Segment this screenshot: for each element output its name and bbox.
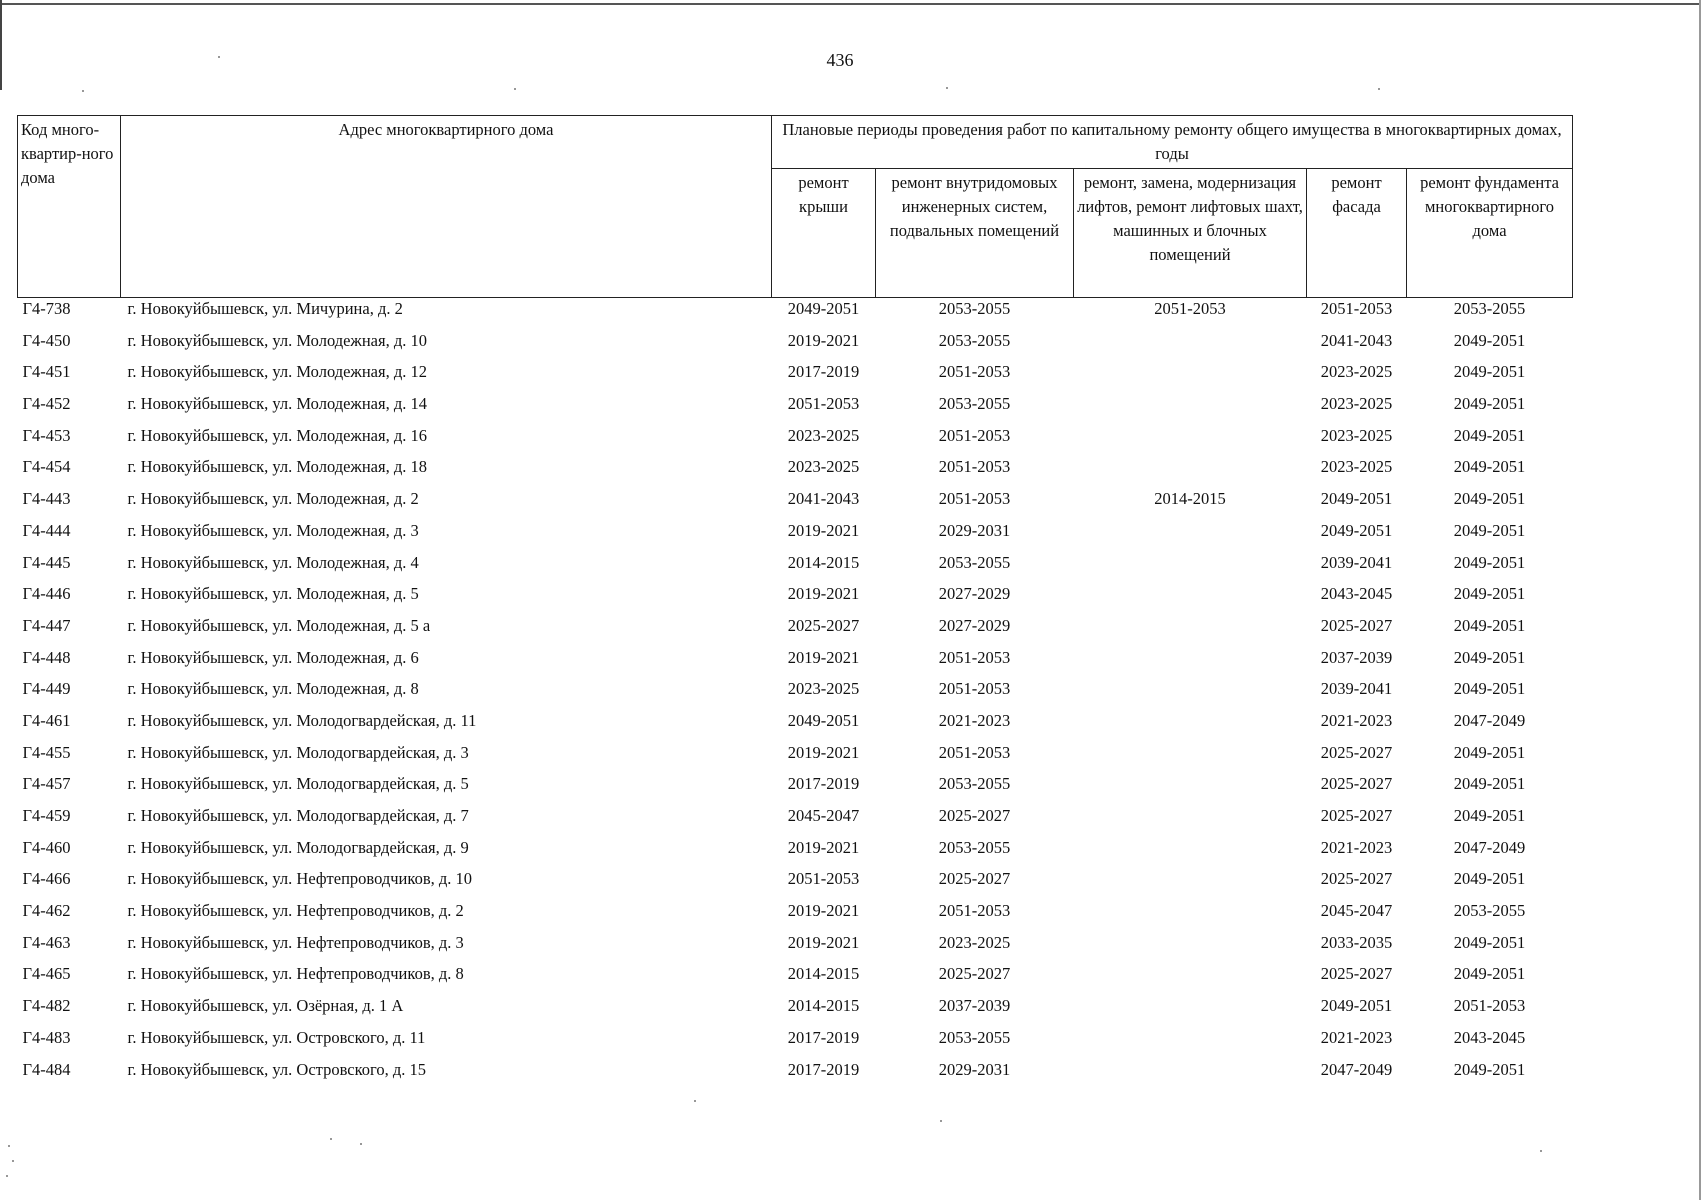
cell-foundation: 2049-2051 [1453, 489, 1526, 509]
cell-foundation: 2049-2051 [1453, 742, 1526, 762]
cell-lift [1074, 552, 1307, 584]
scan-speck [12, 1160, 14, 1162]
table-row [18, 488, 1573, 520]
cell-code: Г4-738 [22, 299, 71, 318]
header-address: Адрес многоквартирного дома [121, 116, 772, 298]
table-row [18, 298, 1573, 330]
cell-address: г. Новокуйбышевск, ул. Молодогвардейская, д. 3 [127, 742, 469, 762]
cell-facade: 2025-2027 [1320, 869, 1393, 889]
cell-foundation: 2049-2051 [1453, 774, 1526, 794]
scan-speck [694, 1100, 696, 1102]
cell-foundation: 2053-2055 [1453, 901, 1526, 921]
cell-code: Г4-461 [22, 710, 71, 730]
cell-code: Г4-462 [22, 901, 71, 921]
header-foundation: ремонт фундамента многоквартирного дома [1407, 169, 1573, 298]
cell-engineering: 2029-2031 [938, 1059, 1011, 1079]
scan-speck [946, 87, 948, 89]
cell-roof: 2019-2021 [787, 742, 860, 762]
cell-lift [1074, 678, 1307, 710]
cell-address: г. Новокуйбышевск, ул. Островского, д. 15 [127, 1059, 427, 1079]
cell-engineering: 2051-2053 [938, 679, 1011, 699]
cell-facade: 2037-2039 [1320, 647, 1393, 667]
cell-lift [1074, 742, 1307, 774]
cell-engineering: 2053-2055 [938, 774, 1011, 794]
cell-engineering: 2025-2027 [938, 806, 1011, 825]
table-row [18, 393, 1573, 425]
cell-lift [1074, 425, 1307, 457]
cell-lift [1074, 1059, 1307, 1091]
cell-engineering: 2051-2053 [938, 647, 1011, 667]
cell-foundation: 2053-2055 [1453, 299, 1526, 318]
table-row [18, 552, 1573, 584]
table-row [18, 742, 1573, 774]
scan-speck [6, 1175, 8, 1177]
scan-border-top [0, 3, 1701, 5]
cell-address: г. Новокуйбышевск, ул. Нефтепроводчиков, д. 8 [127, 964, 464, 984]
cell-facade: 2025-2027 [1320, 615, 1393, 635]
cell-foundation: 2049-2051 [1453, 584, 1526, 604]
cell-code: Г4-457 [22, 774, 71, 794]
cell-foundation: 2049-2051 [1453, 1059, 1526, 1079]
header-periods-group: Плановые периоды проведения работ по капитальному ремонту общего имущества в многоквартирных домах, годы [772, 116, 1573, 169]
cell-foundation: 2049-2051 [1453, 806, 1526, 825]
cell-engineering: 2021-2023 [938, 710, 1011, 730]
cell-code: Г4-454 [22, 457, 71, 477]
cell-foundation: 2049-2051 [1453, 647, 1526, 667]
cell-lift [1074, 868, 1307, 900]
cell-roof: 2023-2025 [787, 425, 860, 445]
cell-foundation: 2047-2049 [1453, 837, 1526, 857]
cell-address: г. Новокуйбышевск, ул. Молодогвардейская, д. 9 [127, 837, 469, 857]
cell-facade: 2049-2051 [1320, 489, 1393, 509]
cell-code: Г4-466 [22, 869, 71, 889]
header-facade: ремонт фасада [1307, 169, 1407, 298]
cell-lift [1074, 963, 1307, 995]
table-row [18, 647, 1573, 679]
cell-lift [1074, 583, 1307, 615]
scan-speck [514, 88, 516, 90]
cell-facade: 2045-2047 [1320, 901, 1393, 921]
cell-lift [1074, 1027, 1307, 1059]
cell-code: Г4-447 [22, 615, 71, 635]
cell-address: г. Новокуйбышевск, ул. Молодежная, д. 10 [127, 330, 427, 350]
cell-lift [1074, 995, 1307, 1027]
cell-roof: 2045-2047 [787, 806, 860, 825]
header-roof: ремонт крыши [772, 169, 876, 298]
cell-engineering: 2051-2053 [938, 901, 1011, 921]
table-row [18, 710, 1573, 742]
cell-roof: 2051-2053 [787, 869, 860, 889]
table-row [18, 773, 1573, 805]
cell-engineering: 2051-2053 [938, 362, 1011, 382]
cell-address: г. Новокуйбышевск, ул. Молодежная, д. 14 [127, 394, 427, 414]
cell-foundation: 2049-2051 [1453, 362, 1526, 382]
cell-lift: 2051-2053 [1154, 299, 1226, 318]
cell-lift [1074, 615, 1307, 647]
cell-address: г. Новокуйбышевск, ул. Островского, д. 11 [127, 1027, 426, 1047]
cell-code: Г4-452 [22, 394, 71, 414]
cell-lift [1074, 520, 1307, 552]
cell-engineering: 2051-2053 [938, 425, 1011, 445]
cell-address: г. Новокуйбышевск, ул. Молодежная, д. 5 а [127, 615, 431, 635]
cell-roof: 2019-2021 [787, 330, 860, 350]
cell-foundation: 2049-2051 [1453, 932, 1526, 952]
cell-lift [1074, 837, 1307, 869]
cell-code: Г4-459 [22, 806, 71, 825]
cell-code: Г4-460 [22, 837, 71, 857]
cell-roof: 2017-2019 [787, 1027, 860, 1047]
cell-lift [1074, 900, 1307, 932]
cell-address: г. Новокуйбышевск, ул. Молодежная, д. 3 [127, 520, 419, 540]
cell-engineering: 2051-2053 [938, 457, 1011, 477]
cell-code: Г4-446 [22, 584, 71, 604]
cell-roof: 2017-2019 [787, 1059, 860, 1079]
cell-roof: 2019-2021 [787, 520, 860, 540]
cell-address: г. Новокуйбышевск, ул. Молодежная, д. 2 [127, 489, 419, 509]
cell-facade: 2021-2023 [1320, 837, 1393, 857]
table-row [18, 963, 1573, 995]
table-row [18, 583, 1573, 615]
cell-facade: 2047-2049 [1320, 1059, 1393, 1079]
cell-lift [1074, 805, 1307, 837]
cell-code: Г4-484 [22, 1059, 71, 1079]
cell-engineering: 2023-2025 [938, 932, 1011, 952]
cell-roof: 2019-2021 [787, 584, 860, 604]
header-engineering: ремонт внутридомовых инженерных систем, подвальных помещений [876, 169, 1074, 298]
cell-roof: 2025-2027 [787, 615, 860, 635]
table-row [18, 361, 1573, 393]
scan-speck [218, 56, 220, 58]
cell-lift [1074, 361, 1307, 393]
cell-engineering: 2051-2053 [938, 489, 1011, 509]
cell-code: Г4-482 [22, 996, 71, 1016]
capital-repair-table [17, 115, 1573, 1090]
cell-roof: 2014-2015 [787, 996, 860, 1016]
table-row [18, 837, 1573, 869]
cell-code: Г4-453 [22, 425, 71, 445]
cell-facade: 2023-2025 [1320, 362, 1393, 382]
cell-facade: 2039-2041 [1320, 679, 1393, 699]
cell-lift [1074, 773, 1307, 805]
cell-facade: 2043-2045 [1320, 584, 1393, 604]
cell-facade: 2025-2027 [1320, 964, 1393, 984]
cell-address: г. Новокуйбышевск, ул. Молодежная, д. 6 [127, 647, 419, 667]
scan-speck [82, 90, 84, 92]
cell-lift [1074, 710, 1307, 742]
table-row [18, 995, 1573, 1027]
cell-roof: 2017-2019 [787, 774, 860, 794]
cell-engineering: 2029-2031 [938, 520, 1011, 540]
cell-engineering: 2053-2055 [938, 394, 1011, 414]
cell-facade: 2025-2027 [1320, 806, 1393, 825]
cell-lift [1074, 932, 1307, 964]
cell-roof: 2014-2015 [787, 552, 860, 572]
cell-code: Г4-445 [22, 552, 71, 572]
cell-code: Г4-443 [22, 489, 71, 509]
cell-foundation: 2049-2051 [1453, 457, 1526, 477]
cell-engineering: 2053-2055 [938, 1027, 1011, 1047]
cell-facade: 2021-2023 [1320, 710, 1393, 730]
cell-engineering: 2025-2027 [938, 964, 1011, 984]
cell-address: г. Новокуйбышевск, ул. Молодежная, д. 5 [127, 584, 419, 604]
scan-speck [8, 1145, 10, 1147]
cell-address: г. Новокуйбышевск, ул. Молодогвардейская, д. 11 [127, 710, 477, 730]
table-row [18, 330, 1573, 362]
cell-lift [1074, 393, 1307, 425]
cell-facade: 2033-2035 [1320, 932, 1393, 952]
cell-roof: 2049-2051 [787, 710, 860, 730]
table-row [18, 805, 1573, 837]
cell-engineering: 2025-2027 [938, 869, 1011, 889]
table-row [18, 1027, 1573, 1059]
cell-lift [1074, 647, 1307, 679]
cell-facade: 2023-2025 [1320, 394, 1393, 414]
cell-facade: 2025-2027 [1320, 774, 1393, 794]
cell-address: г. Новокуйбышевск, ул. Нефтепроводчиков, д. 3 [127, 932, 464, 952]
cell-foundation: 2047-2049 [1453, 710, 1526, 730]
cell-foundation: 2049-2051 [1453, 552, 1526, 572]
cell-foundation: 2051-2053 [1453, 996, 1526, 1016]
table-body [18, 298, 1573, 1091]
cell-roof: 2049-2051 [787, 299, 860, 318]
cell-code: Г4-465 [22, 964, 71, 984]
cell-roof: 2051-2053 [787, 394, 860, 414]
cell-engineering: 2027-2029 [938, 584, 1011, 604]
cell-facade: 2051-2053 [1320, 299, 1393, 318]
scan-speck [1378, 88, 1380, 90]
table-row [18, 868, 1573, 900]
cell-address: г. Новокуйбышевск, ул. Молодежная, д. 8 [127, 679, 419, 699]
cell-facade: 2041-2043 [1320, 330, 1393, 350]
cell-engineering: 2053-2055 [938, 299, 1011, 318]
table-row [18, 615, 1573, 647]
cell-facade: 2023-2025 [1320, 425, 1393, 445]
cell-foundation: 2049-2051 [1453, 615, 1526, 635]
cell-engineering: 2027-2029 [938, 615, 1011, 635]
header-code: Код много-квартир-ного дома [18, 116, 121, 298]
cell-roof: 2019-2021 [787, 901, 860, 921]
table-row [18, 900, 1573, 932]
cell-foundation: 2049-2051 [1453, 964, 1526, 984]
cell-code: Г4-449 [22, 679, 71, 699]
cell-address: г. Новокуйбышевск, ул. Озёрная, д. 1 А [127, 996, 404, 1016]
table-row [18, 1059, 1573, 1091]
cell-facade: 2021-2023 [1320, 1027, 1393, 1047]
cell-foundation: 2049-2051 [1453, 520, 1526, 540]
cell-facade: 2023-2025 [1320, 457, 1393, 477]
table-row [18, 932, 1573, 964]
cell-code: Г4-444 [22, 520, 71, 540]
cell-facade: 2025-2027 [1320, 742, 1393, 762]
cell-address: г. Новокуйбышевск, ул. Молодогвардейская, д. 5 [127, 774, 469, 794]
cell-address: г. Новокуйбышевск, ул. Нефтепроводчиков, д. 2 [127, 901, 464, 921]
cell-address: г. Новокуйбышевск, ул. Молодежная, д. 16 [127, 425, 427, 445]
header-lift: ремонт, замена, модернизация лифтов, ремонт лифтовых шахт, машинных и блочных помещений [1074, 169, 1307, 298]
cell-foundation: 2049-2051 [1453, 425, 1526, 445]
cell-code: Г4-455 [22, 742, 71, 762]
cell-foundation: 2049-2051 [1453, 869, 1526, 889]
cell-foundation: 2049-2051 [1453, 679, 1526, 699]
table-row [18, 456, 1573, 488]
cell-address: г. Новокуйбышевск, ул. Молодежная, д. 12 [127, 362, 427, 382]
cell-facade: 2039-2041 [1320, 552, 1393, 572]
cell-code: Г4-483 [22, 1027, 71, 1047]
cell-foundation: 2049-2051 [1453, 394, 1526, 414]
cell-code: Г4-448 [22, 647, 71, 667]
cell-foundation: 2049-2051 [1453, 330, 1526, 350]
cell-address: г. Новокуйбышевск, ул. Молодогвардейская, д. 7 [127, 806, 469, 825]
cell-lift [1074, 330, 1307, 362]
cell-lift [1074, 456, 1307, 488]
scan-speck [330, 1138, 332, 1140]
cell-engineering: 2037-2039 [938, 996, 1011, 1016]
cell-code: Г4-451 [22, 362, 71, 382]
cell-address: г. Новокуйбышевск, ул. Молодежная, д. 18 [127, 457, 427, 477]
page-number: 436 [826, 50, 854, 70]
cell-roof: 2019-2021 [787, 932, 860, 952]
scan-border-left [0, 0, 2, 90]
cell-engineering: 2053-2055 [938, 837, 1011, 857]
cell-engineering: 2051-2053 [938, 742, 1011, 762]
cell-roof: 2019-2021 [787, 647, 860, 667]
cell-facade: 2049-2051 [1320, 996, 1393, 1016]
cell-engineering: 2053-2055 [938, 552, 1011, 572]
table-row [18, 520, 1573, 552]
scan-speck [940, 1120, 942, 1122]
cell-engineering: 2053-2055 [938, 330, 1011, 350]
cell-facade: 2049-2051 [1320, 520, 1393, 540]
cell-roof: 2023-2025 [787, 457, 860, 477]
scan-speck [360, 1143, 362, 1145]
cell-roof: 2019-2021 [787, 837, 860, 857]
cell-code: Г4-450 [22, 330, 71, 350]
cell-lift: 2014-2015 [1154, 489, 1226, 509]
table-row [18, 678, 1573, 710]
cell-foundation: 2043-2045 [1453, 1027, 1526, 1047]
scan-speck [1540, 1150, 1542, 1152]
cell-roof: 2017-2019 [787, 362, 860, 382]
cell-address: г. Новокуйбышевск, ул. Мичурина, д. 2 [127, 299, 403, 318]
cell-roof: 2041-2043 [787, 489, 860, 509]
cell-roof: 2014-2015 [787, 964, 860, 984]
cell-address: г. Новокуйбышевск, ул. Молодежная, д. 4 [127, 552, 419, 572]
cell-roof: 2023-2025 [787, 679, 860, 699]
cell-address: г. Новокуйбышевск, ул. Нефтепроводчиков, д. 10 [127, 869, 473, 889]
cell-code: Г4-463 [22, 932, 71, 952]
table-row [18, 425, 1573, 457]
